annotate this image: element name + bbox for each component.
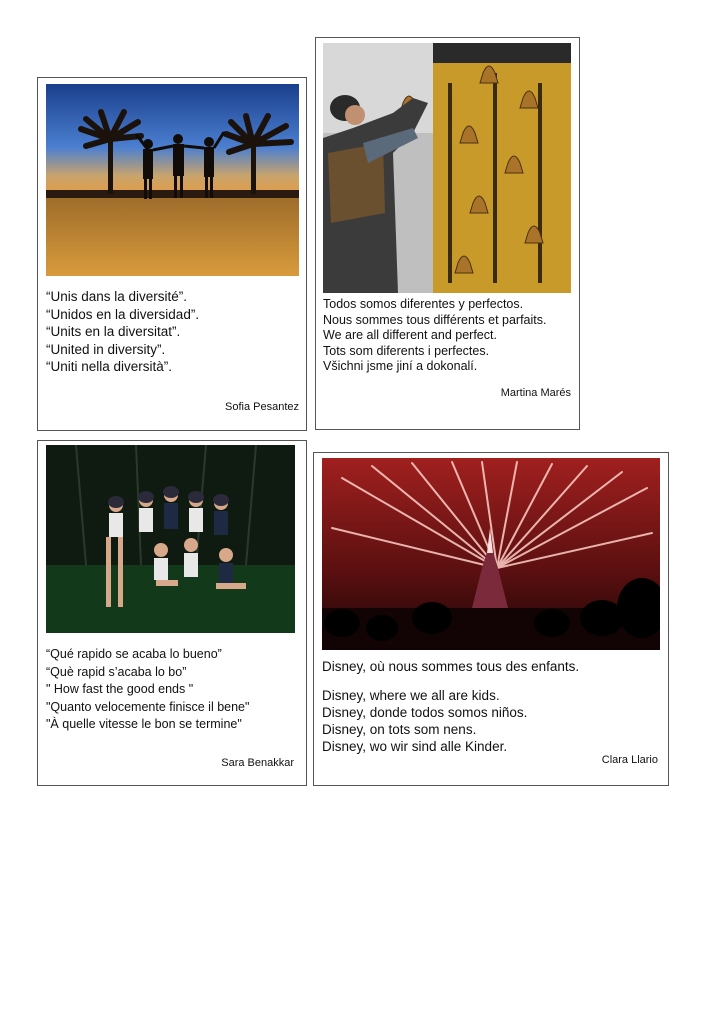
quote-line: “Units en la diversitat”.	[46, 324, 181, 339]
sunset-palms-photo	[46, 84, 299, 276]
quote-line: “Uniti nella diversità”.	[46, 359, 173, 374]
quote-line: Nous sommes tous différents et parfaits.	[323, 312, 547, 327]
quote-line: “Què rapid s’acaba lo bo”	[46, 664, 187, 679]
author-name: Sofia Pesantez	[225, 401, 299, 413]
postcard-sofia	[37, 77, 307, 431]
quote-line: " How fast the good ends "	[46, 682, 194, 696]
postcard-clara	[313, 452, 669, 786]
quote-line: “Qué rapido se acaba lo bueno”	[46, 647, 222, 661]
quote-line: Todos somos diferentes y perfectos.	[323, 297, 524, 311]
quote-line: Disney, où nous sommes tous des enfants.	[322, 659, 580, 674]
quote-line: Disney, where we all are kids.	[322, 688, 500, 703]
author-name: Clara Llario	[601, 754, 658, 766]
quote-line: Tots som diferents i perfectes.	[323, 343, 490, 358]
quote-line: Disney, donde todos somos niños.	[322, 705, 528, 720]
quote-line: “United in diversity”.	[46, 341, 166, 357]
quote-lines	[46, 288, 199, 376]
quote-line: "Quanto velocemente finisce il bene"	[46, 699, 250, 714]
quote-lines	[323, 297, 546, 375]
fireworks-castle-photo	[322, 458, 660, 650]
quote-line: We are all different and perfect.	[323, 328, 497, 342]
friends-night-photo	[46, 445, 295, 633]
bell-wall-photo	[323, 43, 571, 293]
quote-line: "À quelle vitesse le bon se termine"	[46, 717, 242, 731]
quote-lines	[322, 687, 527, 755]
quote-lines	[46, 646, 249, 734]
author-name: Martina Marés	[500, 387, 571, 399]
quote-line: “Unis dans la diversité”.	[46, 289, 188, 304]
postcard-martina	[315, 37, 580, 430]
quote-line: Všichni jsme jiní a dokonalí.	[323, 359, 478, 373]
quote-line: Disney, on tots som nens.	[322, 722, 477, 737]
postcard-sara	[37, 440, 307, 786]
author-name: Sara Benakkar	[221, 757, 294, 769]
quote-line: “Unidos en la diversidad”.	[46, 306, 200, 322]
quote-line: Disney, wo wir sind alle Kinder.	[322, 739, 508, 754]
